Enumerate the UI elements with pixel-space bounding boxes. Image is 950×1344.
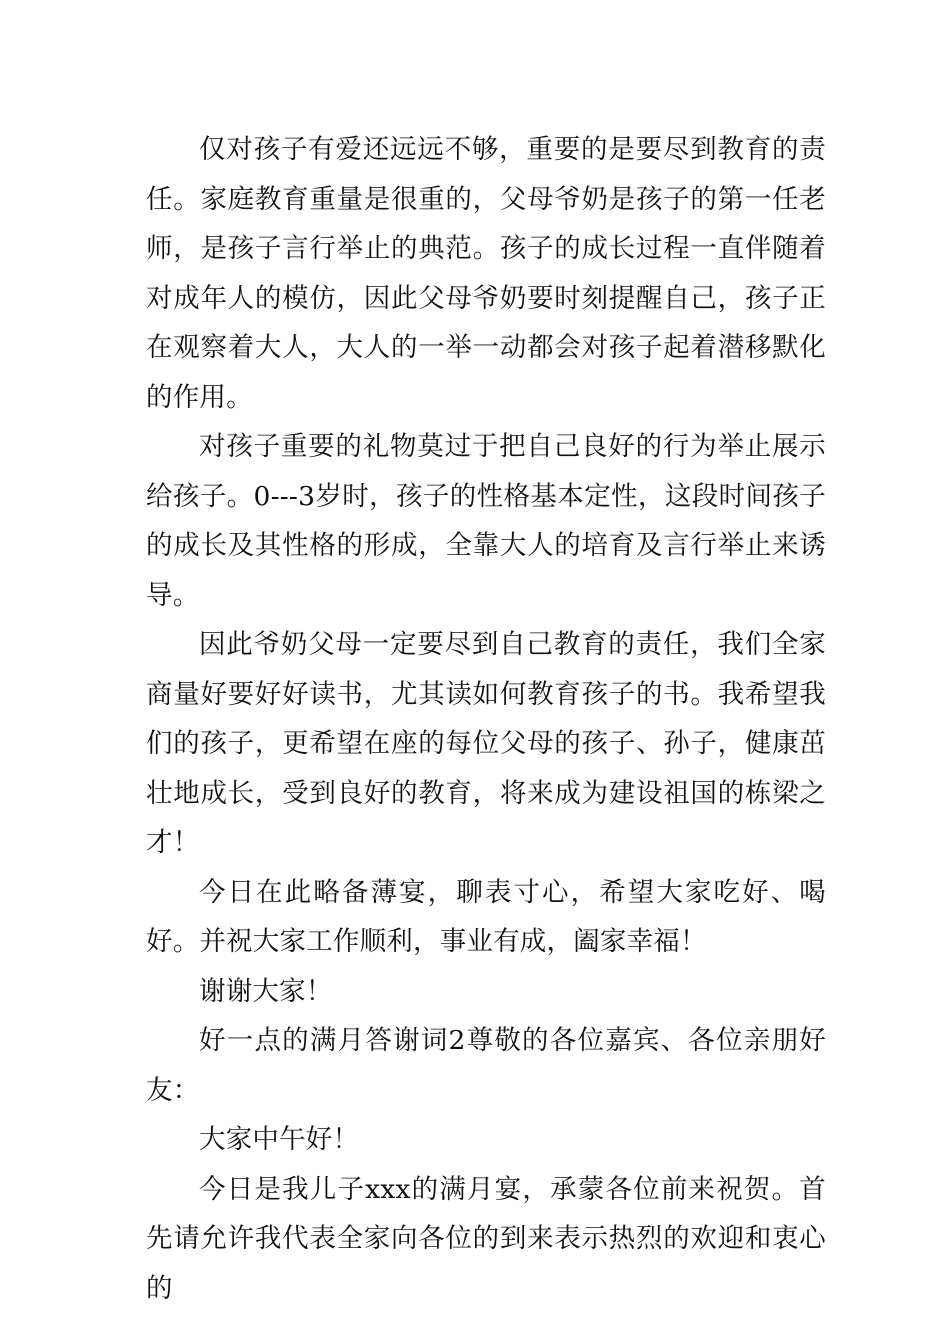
paragraph-greeting: 大家中午好！ (199, 1124, 360, 1155)
paragraph-thanks: 谢谢大家！ (199, 975, 333, 1007)
paragraph-second-speech-title: 好一点的满月答谢词2尊敬的各位嘉宾、各位亲朋好友： (146, 1025, 826, 1106)
document-page (146, 125, 826, 1313)
paragraph-banquet-wishes: 今日在此略备薄宴，聊表寸心，希望大家吃好、喝好。并祝大家工作顺利，事业有成，阖家幸福！ (146, 876, 826, 957)
paragraph-full-moon-banquet: 今日是我儿子xxx的满月宴，承蒙各位前来祝贺。首先请允许我代表全家向各位的到来表示热烈的欢迎和衷心的 (146, 1173, 826, 1304)
paragraph-family-reading: 因此爷奶父母一定要尽到自己教育的责任，我们全家商量好要好好读书，尤其读如何教育孩子的书。我希望我们的孩子，更希望在座的每位父母的孩子、孙子，健康茁壮地成长，受到良好的教育，将来成为建设祖国的栋梁之才！ (146, 629, 826, 858)
paragraph-education-responsibility: 仅对孩子有爱还远远不够，重要的是要尽到教育的责任。家庭教育重量是很重的，父母爷奶是孩子的第一任老师，是孩子言行举止的典范。孩子的成长过程一直伴随着对成年人的模仿，因此父母爷奶要时刻提醒自己，孩子正在观察着大人，大人的一举一动都会对孩子起着潜移默化的作用。 (146, 134, 826, 413)
paragraph-best-gift: 对孩子重要的礼物莫过于把自己良好的行为举止展示给孩子。0---3岁时，孩子的性格基本定性，这段时间孩子的成长及其性格的形成，全靠大人的培育及言行举止来诱导。 (146, 431, 826, 611)
